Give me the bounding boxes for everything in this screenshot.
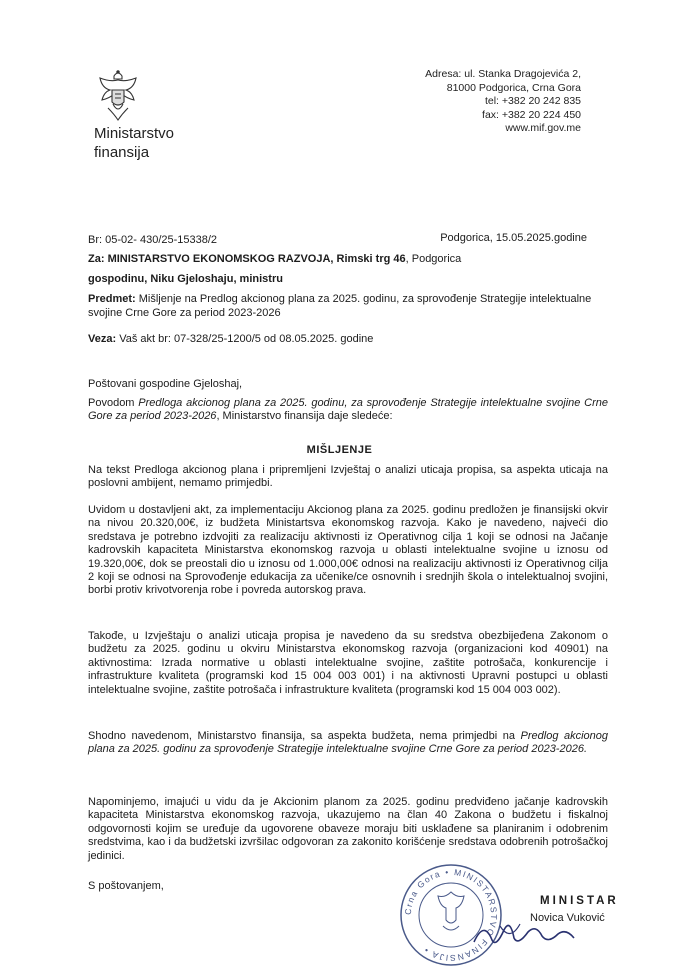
reference-number: Br: 05-02- 430/25-15338/2 bbox=[88, 234, 218, 246]
paragraph-note: Napominjemo, imajući u vidu da je Akcionim planom za 2025. godinu predviđeno jačanje kadrovskih kapaciteta Ministarstva ekonomskog razvoja, ukazujemo na član 40 Zakona o budžetu i fiskalnoj odgovornosti kojim se uređuje da ugovorene obaveze moraju biti usklađene sa planiranim i odobrenim sredstvima, kao i da budžetski izvršilac odgovoran za zakonito korišćenje sredstava odobrenih potrošačkoj jedinici. bbox=[88, 796, 608, 862]
recipient-person: gospodinu, Niku Gjeloshaju, ministru bbox=[88, 273, 283, 285]
ministry-name-line1: Ministarstvo bbox=[94, 125, 175, 142]
address-line: Adresa: ul. Stanka Dragojevića 2, bbox=[425, 68, 581, 80]
paragraph-financial-frame: Uvidom u dostavljeni akt, za implementaciju Akcionog plana za 2025. godinu predložen je finansijski okvir na nivou 20.320,00€, iz budžeta Ministartsva ekonomskog razvoja. Kako je navedeno, najveći dio sredstava je potrebno izdvojiti za realizaciju aktivnosti iz Operativnog cilja 1 koji se odnosi na Jačanje kadrovskih kapaciteta Ministarstva ekonomskog razvoja u oblasti intelektualne svojine u iznosu od 19.320,00€, dok se preostali dio u iznosu od 1.000,00€ odnosi na realizaciju aktivnosti iz Operativnog cilja 2 koji se odnosi na Sprovođenje edukacija za učenike/ce osnovnih i srednjih škola o intelektualnoj svojini, borbi protiv krivotvorenja robe i povreda autorskog prava. bbox=[88, 504, 608, 597]
reference-link-line bbox=[88, 333, 373, 345]
veza-text: Vaš akt br: 07-328/25-1200/5 od 08.05.2025. godine bbox=[119, 333, 374, 345]
ministry-name-line2: finansija bbox=[94, 144, 150, 161]
closing-greeting: S poštovanjem, bbox=[88, 880, 164, 892]
subject-label: Predmet: bbox=[88, 293, 136, 305]
coat-of-arms-icon bbox=[96, 70, 140, 122]
opinion-heading: MIŠLJENJE bbox=[306, 444, 373, 456]
recipient-line bbox=[88, 253, 461, 265]
veza-label: Veza: bbox=[88, 333, 117, 345]
conclusion-text: Shodno navedenom, Ministarstvo finansija, sa aspekta budžeta, nema primjedbi na bbox=[88, 730, 521, 742]
intro-text-italic: Predloga akcionog plana za 2025. godinu, za sprovođenje Strategije intelektualne svojine Crne Gore za period 2023-2026 bbox=[88, 397, 608, 423]
paragraph-conclusion bbox=[88, 730, 608, 757]
ministry-name bbox=[94, 124, 174, 162]
intro-paragraph bbox=[88, 397, 608, 424]
paragraph-budget-sources: Takođe, u Izvještaju o analizi uticaja propisa je navedeno da su sredstva obezbijeđena Zakonom o budžetu za 2025. godinu u okviru Ministarstva ekonomskog razvoja (organizacioni kod 40901) na aktivnostima: Izrada normative u oblasti intelektualne svojine, zaštite potrošača, konkurencije i infrastrukture kvaliteta (programski kod 15 004 003 001) i na aktivnosti Upravni postupci u oblasti intelektualne svojine, zaštite potrošača i infrastrukture kvaliteta (programski kod 15 004 003 002). bbox=[88, 630, 608, 696]
conclusion-italic: Predlog akcionog plana za 2025. godinu za sprovođenje Strategije intelektualne svojine Crne Gore za period 2023-2026. bbox=[88, 730, 608, 756]
intro-text-a: Povodom bbox=[88, 397, 139, 409]
minister-title: MINISTAR bbox=[540, 895, 619, 907]
recipient-city: , Podgorica bbox=[405, 253, 462, 265]
subject-text: Mišljenje na Predlog akcionog plana za 2025. godinu, za sprovođenje Strategije intelektualne svojine Crne Gore za period 2023-2026 bbox=[88, 293, 592, 319]
paragraph-no-remarks: Na tekst Predloga akcionog plana i pripremljeni Izvještaj o analizi uticaja propisa, sa aspekta uticaja na poslovni ambijent, nemamo primjedbi. bbox=[88, 464, 608, 490]
recipient-name: MINISTARSTVO EKONOMSKOG RAZVOJA, Rimski trg 46 bbox=[107, 253, 406, 265]
recipient-label: Za: bbox=[88, 253, 105, 265]
document-date: Podgorica, 15.05.2025.godine bbox=[440, 232, 587, 244]
salutation: Poštovani gospodine Gjeloshaj, bbox=[88, 378, 243, 390]
seal-text: Crna Gora • MINISTARSTVO FINANSIJA • bbox=[402, 866, 500, 964]
address-website: www.mif.gov.me bbox=[505, 122, 581, 134]
address-city: 81000 Podgorica, Crna Gora bbox=[446, 81, 581, 94]
minister-name: Novica Vuković bbox=[530, 912, 605, 924]
address-block bbox=[425, 68, 581, 136]
intro-text-b: , Ministarstvo finansija daje sledeće: bbox=[216, 410, 393, 423]
address-fax: fax: +382 20 224 450 bbox=[482, 108, 581, 121]
subject-line bbox=[88, 292, 604, 320]
address-phone: tel: +382 20 242 835 bbox=[484, 95, 581, 107]
